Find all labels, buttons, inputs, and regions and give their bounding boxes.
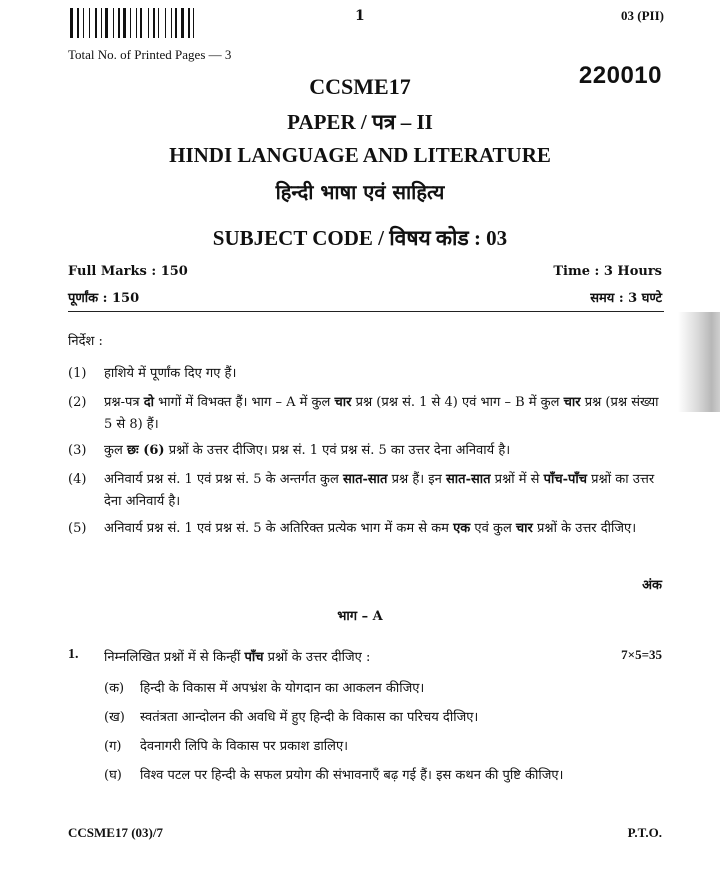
subject-code: SUBJECT CODE / विषय कोड : 03	[212, 226, 508, 250]
barcode	[70, 8, 210, 38]
scan-smudge	[678, 312, 720, 412]
instruction-item	[68, 518, 664, 540]
instruction-item	[68, 469, 664, 513]
question-text: निम्नलिखित प्रश्नों में से किन्हीं पाँच प्रश्नों के उत्तर दीजिए :	[104, 650, 371, 665]
sub-question	[104, 707, 478, 725]
sub-question-label: (ग)	[104, 739, 122, 754]
instruction-item	[68, 392, 664, 436]
instruction-text: हाशिये में पूर्णांक दिए गए हैं।	[104, 366, 237, 381]
sub-question-label: (क)	[104, 681, 125, 696]
instructions-heading: निर्देश :	[68, 334, 103, 349]
instruction-number: (4)	[68, 472, 87, 487]
full-marks-en: Full Marks : 150	[68, 264, 188, 279]
serial-number: 220010	[578, 62, 662, 89]
question-marks: 7×5=35	[621, 647, 662, 662]
instruction-text: प्रश्न-पत्र दो भागों में विभक्त हैं। भाग – A में कुल चार प्रश्न (प्रश्न सं. 1 से 4) एवं भाग – B में कुल चार प्रश्न (प्रश्न संख्या 5 से 8) हैं।	[104, 395, 659, 432]
sub-question-text: विश्व पटल पर हिन्दी के सफल प्रयोग की संभावनाएँ बढ़ गई हैं। इस कथन की पुष्टि कीजिए।	[140, 768, 564, 783]
instruction-item	[68, 440, 664, 462]
sub-question-text: देवनागरी लिपि के विकास पर प्रकाश डालिए।	[140, 739, 349, 754]
subject-english: HINDI LANGUAGE AND LITERATURE	[169, 143, 551, 167]
instruction-number: (2)	[68, 395, 87, 410]
instruction-text: अनिवार्य प्रश्न सं. 1 एवं प्रश्न सं. 5 के अन्तर्गत कुल सात-सात प्रश्न हैं। इन सात-सात प्रश्नों में से पाँच-पाँच प्रश्नों का उत्तर देना अनिवार्य है।	[104, 472, 655, 509]
subject-hindi: हिन्दी भाषा एवं साहित्य	[275, 180, 445, 204]
footer-code: CCSME17 (03)/7	[68, 825, 163, 840]
part-a-heading: भाग – A	[337, 609, 383, 624]
sub-question-label: (घ)	[104, 768, 122, 783]
sub-question	[104, 678, 424, 696]
question-number: 1.	[68, 647, 79, 662]
sub-question-label: (ख)	[104, 710, 125, 725]
instruction-text: कुल छः (6) प्रश्नों के उत्तर दीजिए। प्रश्न सं. 1 एवं प्रश्न सं. 5 का उत्तर देना अनिवार्य है।	[104, 443, 511, 458]
printed-pages: Total No. of Printed Pages — 3	[68, 47, 232, 62]
paper-code-title: CCSME17	[309, 74, 411, 99]
footer-pto: P.T.O.	[627, 825, 662, 840]
full-marks-hi: पूर्णांक : 150	[68, 291, 140, 306]
time-en: Time : 3 Hours	[553, 264, 662, 279]
instruction-number: (1)	[68, 366, 87, 381]
sub-question-text: स्वतंत्रता आन्दोलन की अवधि में हुए हिन्दी के विकास का परिचय दीजिए।	[140, 710, 479, 725]
paper-number: PAPER / पत्र – II	[287, 110, 433, 134]
sub-question-text: हिन्दी के विकास में अपभ्रंश के योगदान का आकलन कीजिए।	[140, 681, 425, 696]
time-hi: समय : 3 घण्टे	[590, 291, 662, 306]
page-number: 1	[355, 8, 365, 24]
paper-code-top: 03 (PII)	[621, 8, 664, 23]
marks-column-label: अंक	[642, 578, 662, 593]
sub-question	[104, 736, 348, 754]
sub-question	[104, 765, 563, 783]
instruction-text: अनिवार्य प्रश्न सं. 1 एवं प्रश्न सं. 5 के अतिरिक्त प्रत्येक भाग में कम से कम एक एवं कुल चार प्रश्नों के उत्तर दीजिए।	[104, 521, 637, 536]
instruction-item	[68, 363, 664, 385]
instruction-number: (5)	[68, 521, 87, 536]
divider	[68, 311, 664, 312]
instruction-number: (3)	[68, 443, 87, 458]
